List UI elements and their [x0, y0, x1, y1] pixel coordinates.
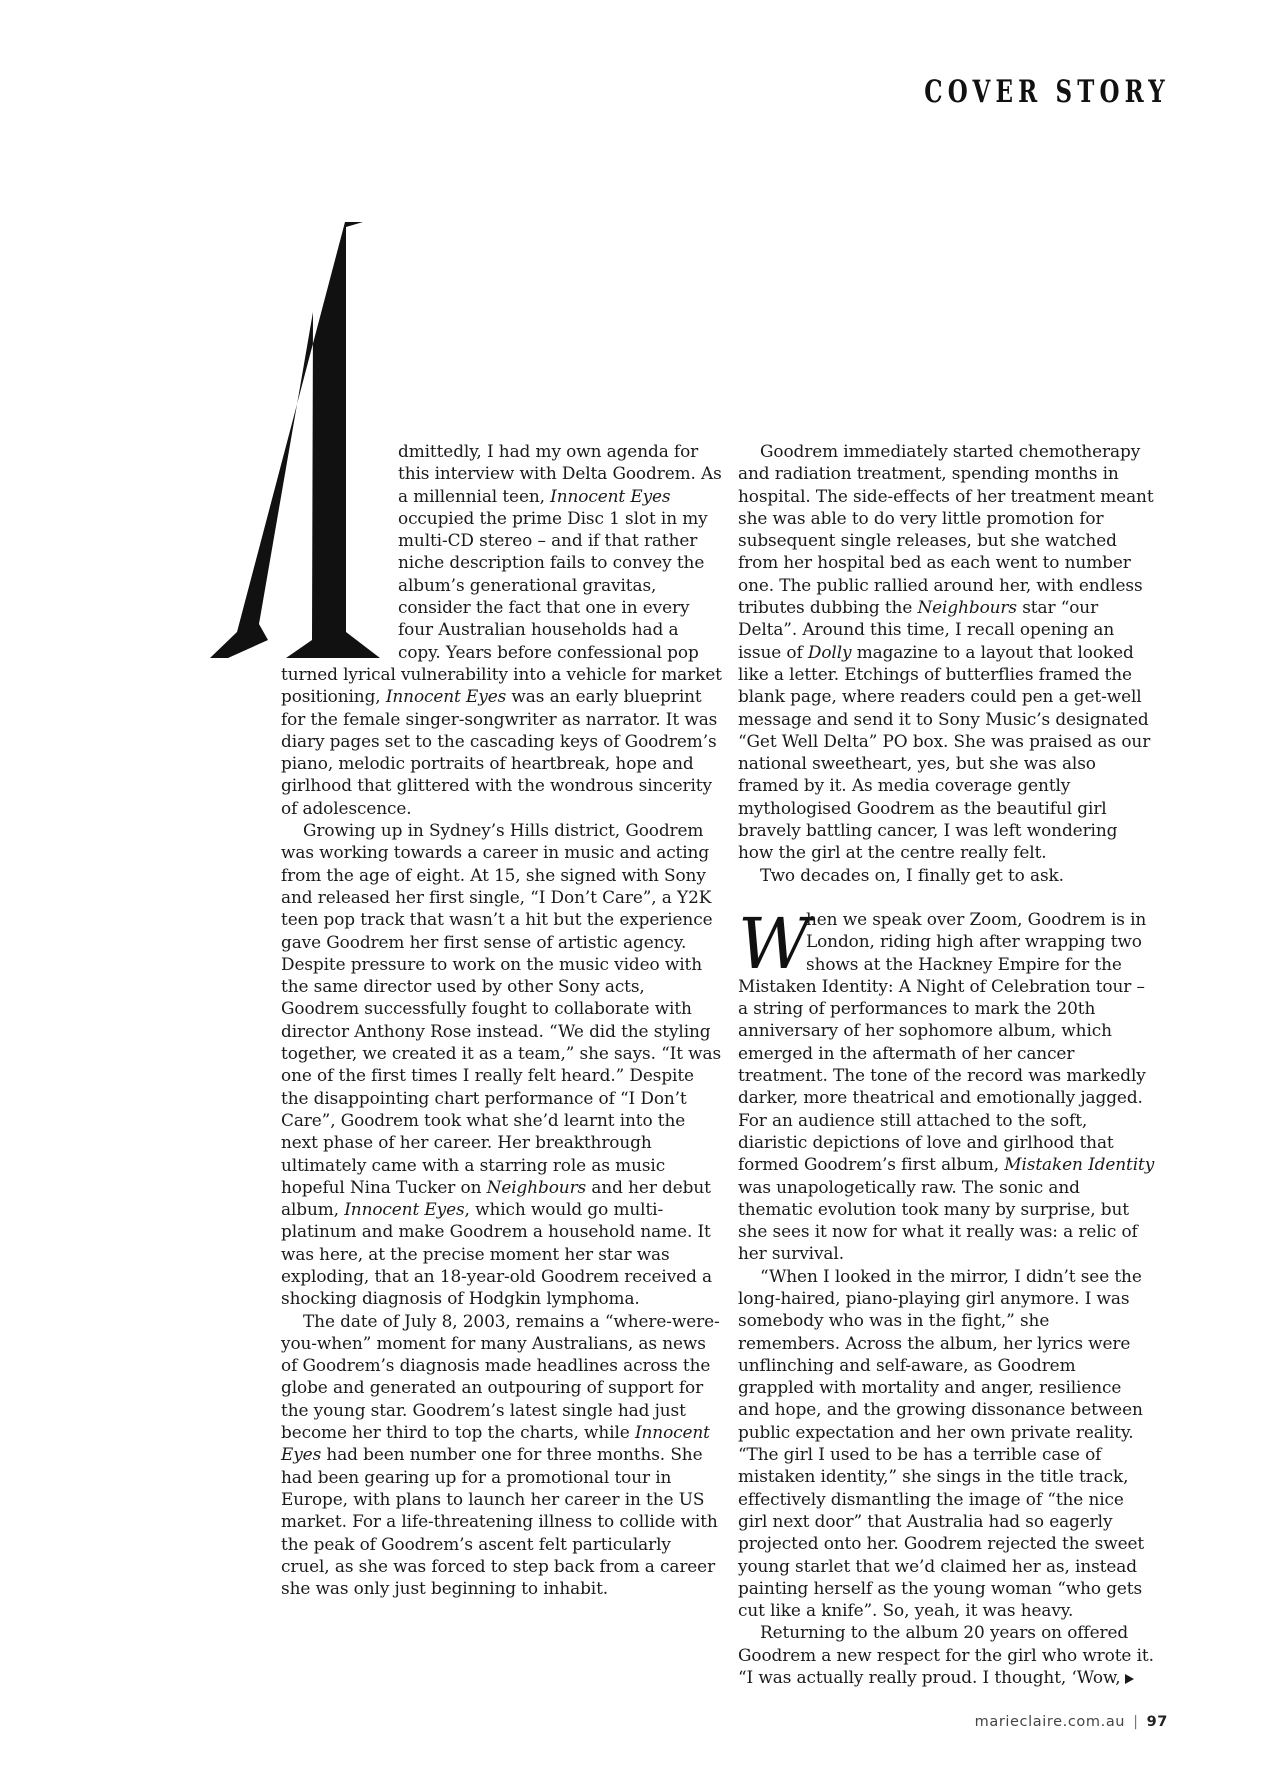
section-label: COVER STORY [924, 74, 1170, 110]
page-number: 97 [1146, 1714, 1168, 1730]
continue-arrow-icon [1125, 1674, 1134, 1684]
drop-cap-w [738, 902, 810, 985]
svg-text:W: W [738, 902, 810, 985]
footer-separator: | [1133, 1714, 1139, 1730]
article-paragraph: Two decades on, I finally get to ask. [760, 864, 1064, 885]
article-paragraph: dmittedly, I had my own agenda for this interview with Delta Goodrem. As a millennial teen, Innocent Eyes occupied the prime Disc 1 slot in my multi-CD stereo – and if that rather niche description fails to convey the album’s generational gravitas, consider the fact that one in every four Australian households had a copy. Years before confessional pop turned lyrical vulnerability into a vehicle for market positioning, Innocent Eyes was an early blueprint for the female singer-songwriter as narrator. It was diary pages set to the cascading keys of Goodrem’s piano, melodic portraits of heartbreak, hope and girlhood that glittered with the wondrous sincerity of adolescence. [281, 441, 722, 818]
article-column-right [738, 440, 1156, 1688]
article-paragraph: “When I looked in the mirror, I didn’t see the long-haired, piano-playing girl anymore. I was somebody who was in the fight,” she remembers. Across the album, her lyrics were unflinching and self-aware, as Goodrem grappled with mortality and anger, resilience and hope, and the growing dissonance between public expectation and her own private reality. “The girl I used to be has a terrible case of mistaken identity,” she sings in the title track, effectively dismantling the image of “the nice girl next door” that Australia had so eagerly projected onto her. Goodrem rejected the sweet young starlet that we’d claimed her as, instead painting herself as the young woman “who gets cut like a knife”. So, yeah, it was heavy. [738, 1265, 1145, 1621]
article-paragraph: W hen we speak over Zoom, Goodrem is in London, riding high after wrapping two shows at the Hackney Empire for the Mistaken Identity: A Night of Celebration tour – a string of performances to mark the 20th anniversary of her sophomore album, which emerged in the aftermath of her cancer treatment. The tone of the record was markedly darker, more theatrical and emotionally jagged. For an audience still attached to the soft, diaristic depictions of love and girlhood that formed Goodrem’s first album, Mistaken Identity was unapologetically raw. The sonic and thematic evolution took many by surprise, but she sees it now for what it really was: a relic of her survival. [738, 902, 1155, 1264]
site-url: marieclaire.com.au [974, 1714, 1126, 1730]
page-footer [975, 1714, 1168, 1730]
article-paragraph: The date of July 8, 2003, remains a “where-were-you-when” moment for many Australians, as news of Goodrem’s diagnosis made headlines across the globe and generated an outpouring of support for the young star. Goodrem’s latest single had just become her third to top the charts, while Innocent Eyes had been number one for three months. She had been gearing up for a promotional tour in Europe, with plans to launch her career in the US market. For a life-threatening illness to collide with the peak of Goodrem’s ascent felt particularly cruel, as she was forced to step back from a career she was only just beginning to inhabit. [281, 1310, 720, 1599]
article-column-left [281, 440, 723, 1599]
article-paragraph: Goodrem immediately started chemotherapy and radiation treatment, spending months in hospital. The side-effects of her treatment meant she was able to do very little promotion for subsequent single releases, but she watched from her hospital bed as each went to number one. The public rallied around her, with endless tributes dubbing the Neighbours star “our Delta”. Around this time, I recall opening an issue of Dolly magazine to a layout that looked like a letter. Etchings of butterflies framed the blank page, where readers could pen a get-well message and send it to Sony Music’s designated “Get Well Delta” PO box. She was praised as our national sweetheart, yes, but she was also framed by it. As media coverage gently mythologised Goodrem as the beautiful girl bravely battling cancer, I was left wondering how the girl at the centre really felt. [738, 441, 1154, 863]
article-paragraph: Returning to the album 20 years on offered Goodrem a new respect for the girl who wrote it. “I was actually really proud. I thought, ‘Wow, [738, 1622, 1154, 1688]
article-paragraph: Growing up in Sydney’s Hills district, Goodrem was working towards a career in music and acting from the age of eight. At 15, she signed with Sony and released her first single, “I Don’t Care”, a Y2K teen pop track that wasn’t a hit but the experience gave Goodrem her first sense of artistic agency. Despite pressure to work on the music video with the same director used by other Sony acts, Goodrem successfully fought to collaborate with director Anthony Rose instead. “We did the styling together, we created it as a team,” she says. “It was one of the first times I really felt heard.” Despite the disappointing chart performance of “I Don’t Care”, Goodrem took what she’d learnt into the next phase of her career. Her breakthrough ultimately came with a starring role as music hopeful Nina Tucker on Neighbours and her debut album, Innocent Eyes, which would go multi-platinum and make Goodrem a household name. It was here, at the precise moment her star was exploding, that an 18-year-old Goodrem received a shocking diagnosis of Hodgkin lymphoma. [281, 820, 722, 1309]
